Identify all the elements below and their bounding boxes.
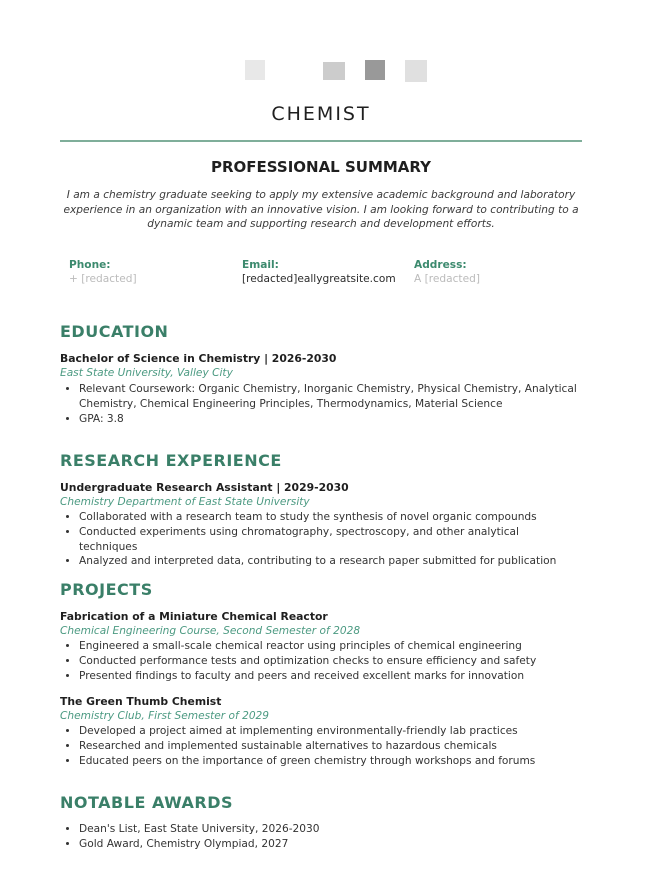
job-title: CHEMIST	[271, 103, 371, 125]
project-bullets	[60, 724, 579, 768]
email-label: Email:	[242, 259, 279, 271]
research-bullets	[60, 510, 579, 569]
list-item: • Analyzed and interpreted data, contributing to a research paper submitted for publication	[79, 554, 579, 569]
list-item: • Conducted performance tests and optimization checks to ensure efficiency and safety	[79, 654, 579, 669]
projects-heading: PROJECTS	[60, 580, 153, 599]
list-item: • Dean's List, East State University, 2026-2030	[79, 822, 579, 837]
education-bullets	[60, 382, 579, 426]
awards-heading: NOTABLE AWARDS	[60, 793, 234, 812]
project-subtitle: Chemical Engineering Course, Second Semester of 2028	[60, 625, 361, 637]
email-value: [redacted]eallygreatsite.com	[242, 273, 396, 285]
list-item: • Researched and implemented sustainable alternatives to hazardous chemicals	[79, 739, 579, 754]
list-item: • Developed a project aimed at implementing environmentally-friendly lab practices	[79, 724, 579, 739]
education-heading: EDUCATION	[60, 322, 169, 341]
project-bullets	[60, 639, 579, 683]
contact-address	[414, 258, 480, 286]
awards-bullets	[60, 822, 579, 852]
summary-heading: PROFESSIONAL SUMMARY	[210, 158, 432, 176]
project-subtitle: Chemistry Club, First Semester of 2029	[60, 710, 270, 722]
list-item: • Presented findings to faculty and peers and received excellent marks for innovation	[79, 669, 579, 684]
project-title: The Green Thumb Chemist	[60, 695, 222, 708]
summary-text: I am a chemistry graduate seeking to apply my extensive academic background and laboratory experience in an organization with an innovative vision. I am looking forward to contributing to a dynamic team and supporting research and development efforts.	[63, 189, 579, 230]
phone-label: Phone:	[69, 259, 111, 271]
project-title: Fabrication of a Miniature Chemical Reactor	[60, 610, 328, 623]
name-redacted	[215, 58, 435, 88]
list-item: • Collaborated with a research team to study the synthesis of novel organic compounds	[79, 510, 579, 525]
contact-phone	[69, 258, 137, 286]
contact-email	[242, 258, 396, 286]
education-title: Bachelor of Science in Chemistry | 2026-2030	[60, 352, 337, 365]
list-item: • Relevant Coursework: Organic Chemistry, Inorganic Chemistry, Physical Chemistry, Analytical Chemistry, Chemical Engineering Principles, Thermodynamics, Material Science	[79, 382, 579, 412]
address-label: Address:	[414, 259, 467, 271]
header-divider	[60, 140, 582, 142]
list-item: • Gold Award, Chemistry Olympiad, 2027	[79, 837, 579, 852]
research-heading: RESEARCH EXPERIENCE	[60, 451, 282, 470]
address-value: A [redacted]	[414, 273, 480, 285]
list-item: • Educated peers on the importance of green chemistry through workshops and forums	[79, 754, 579, 769]
phone-value: + [redacted]	[69, 273, 137, 285]
list-item: • GPA: 3.8	[79, 412, 579, 427]
list-item: • Engineered a small-scale chemical reactor using principles of chemical engineering	[79, 639, 579, 654]
education-subtitle: East State University, Valley City	[60, 367, 233, 379]
list-item: • Conducted experiments using chromatography, spectroscopy, and other analytical techniques	[79, 525, 579, 555]
research-subtitle: Chemistry Department of East State University	[60, 496, 310, 508]
research-title: Undergraduate Research Assistant | 2029-2030	[60, 481, 349, 494]
